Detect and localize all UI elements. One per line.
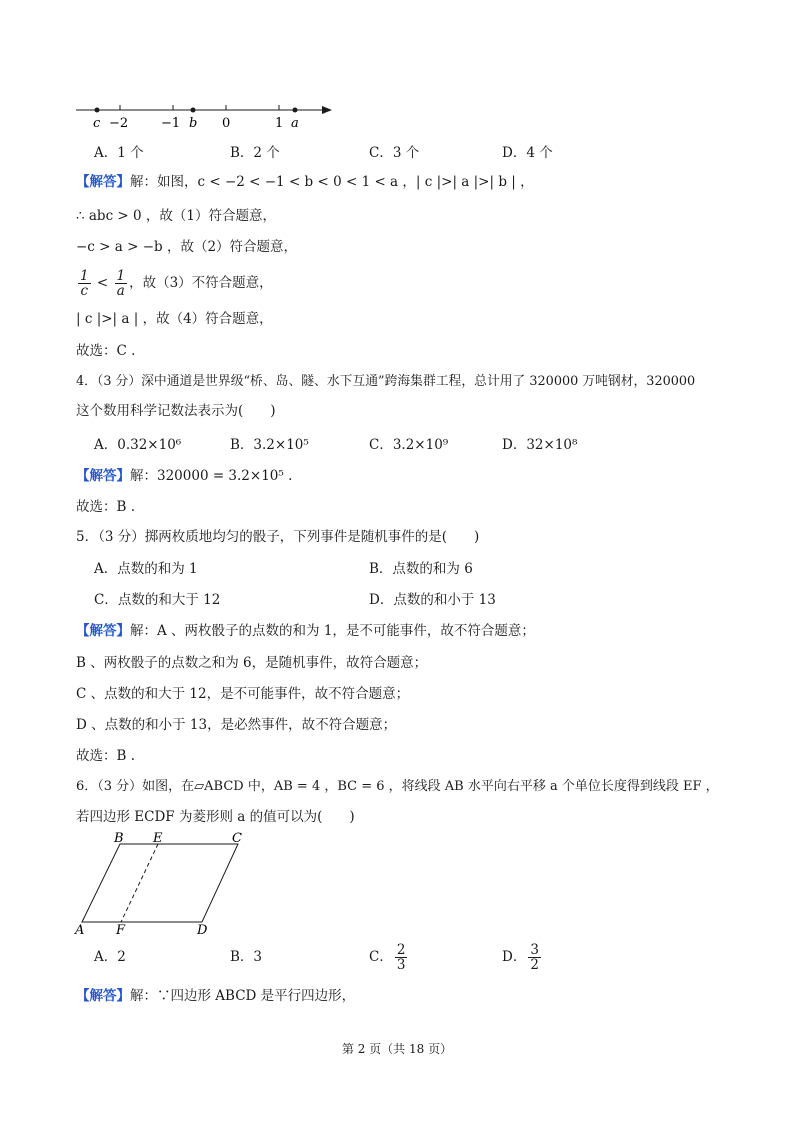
q6-option-c: C． $\frac{2}{3}$ bbox=[369, 942, 406, 973]
parallelogram-figure bbox=[70, 830, 260, 938]
q5-solution-line-4: D 、点数的和小于 13，是必然事件，故不符合题意； bbox=[76, 717, 397, 733]
q4-solution-text: 解：320000 = 3.2×10⁵ . bbox=[130, 468, 293, 484]
answer-tag: 【解答】 bbox=[76, 468, 130, 484]
q3-option-d: D．4 个 bbox=[502, 145, 553, 161]
q3-option-c: C．3 个 bbox=[369, 145, 420, 161]
nl-label-1: 1 bbox=[275, 116, 284, 131]
q6-stem-line-1: 6．（3 分）如图，在▱ABCD 中，AB = 4 ，BC = 6 ，将线段 AB 水平向右平移 a 个单位长度得到线段 EF ， bbox=[76, 779, 719, 794]
q5-solution-text: 解：A 、两枚骰子的点数的和为 1，是不可能事件，故不符合题意； bbox=[130, 623, 535, 639]
q6-option-d: D． $\frac{3}{2}$ bbox=[502, 942, 539, 973]
q5-option-c: C．点数的和大于 12 bbox=[94, 592, 221, 608]
fraction-1-over-c: $\frac{1}{c}$ bbox=[80, 268, 89, 299]
answer-tag: 【解答】 bbox=[76, 623, 130, 639]
nl-label-b: b bbox=[189, 116, 198, 131]
number-line-figure bbox=[70, 98, 340, 132]
q3-option-b: B．2 个 bbox=[230, 145, 280, 161]
nl-label-neg1: −1 bbox=[161, 116, 181, 131]
q5-solution-line-3: C 、点数的和大于 12，是不可能事件，故不符合题意； bbox=[76, 686, 410, 702]
q4-option-a: A．0.32×10⁶ bbox=[94, 437, 182, 453]
q3-solution-choice: 故选：C . bbox=[76, 343, 136, 359]
q4-stem-line-2: 这个数用科学记数法表示为( ) bbox=[76, 403, 276, 419]
q3-solution-line-5: | c |>| a | ，故（4）符合题意， bbox=[76, 311, 273, 327]
fig-label-f: F bbox=[116, 923, 126, 938]
q6-solution-text: 解：∵四边形 ABCD 是平行四边形， bbox=[130, 988, 356, 1004]
fraction-2-over-3: $\frac{2}{3}$ bbox=[396, 942, 406, 973]
q4-option-b: B．3.2×10⁵ bbox=[230, 437, 309, 453]
q3-solution-text: 解：如图，c < −2 < −1 < b < 0 < 1 < a ，| c |>| a |>| b | ， bbox=[130, 174, 534, 190]
fig-label-c: C bbox=[232, 831, 242, 846]
q3-solution-line-1 bbox=[76, 172, 534, 192]
answer-tag: 【解答】 bbox=[76, 174, 130, 190]
q3-solution-line-3: −c > a > −b ，故（2）符合题意， bbox=[76, 239, 298, 255]
q3-solution-line-2: ∴ abc > 0 ，故（1）符合题意， bbox=[76, 208, 276, 224]
q4-option-d: D．32×10⁸ bbox=[502, 437, 578, 453]
nl-label-0: 0 bbox=[222, 116, 231, 131]
q4-solution bbox=[76, 466, 292, 486]
q3-line4-rest: ，故（3）不符合题意， bbox=[129, 275, 273, 291]
q5-option-b: B．点数的和为 6 bbox=[369, 561, 473, 577]
q6-option-b: B．3 bbox=[230, 949, 263, 965]
q6-stem-line-2: 若四边形 ECDF 为菱形则 a 的值可以为( ) bbox=[76, 809, 355, 825]
fraction-3-over-2: $\frac{3}{2}$ bbox=[530, 942, 539, 973]
q6-solution bbox=[76, 986, 355, 1006]
q4-option-c: C．3.2×10⁹ bbox=[369, 437, 449, 453]
q5-option-a: A．点数的和为 1 bbox=[94, 561, 198, 577]
fig-label-a: A bbox=[75, 923, 85, 938]
q5-choice: 故选：B . bbox=[76, 748, 136, 764]
q5-solution-line-1 bbox=[76, 621, 535, 641]
page-footer: 第 2 页（共 18 页） bbox=[341, 1042, 453, 1056]
fig-label-d: D bbox=[197, 923, 208, 938]
q5-stem: 5．（3 分）掷两枚质地均匀的骰子，下列事件是随机事件的是( ) bbox=[76, 529, 480, 545]
q3-option-a: A．1 个 bbox=[94, 145, 144, 161]
q5-solution-line-2: B 、两枚骰子的点数之和为 6，是随机事件，故符合题意； bbox=[76, 655, 428, 671]
fig-label-b: B bbox=[114, 831, 124, 846]
nl-label-a: a bbox=[291, 116, 299, 131]
fig-label-e: E bbox=[153, 831, 163, 846]
q5-option-d: D．点数的和小于 13 bbox=[369, 592, 496, 608]
answer-tag: 【解答】 bbox=[76, 988, 130, 1004]
q3-solution-line-4: $\frac{1}{c}$ < $\frac{1}{a}$ ，故（3）不符合题意， bbox=[80, 268, 273, 299]
q4-stem-line-1: 4．（3 分）深中通道是世界级“桥、岛、隧、水下互通”跨海集群工程，总计用了 320000 万吨钢材，320000 bbox=[76, 374, 696, 389]
fraction-1-over-a: $\frac{1}{a}$ bbox=[116, 268, 126, 299]
nl-label-c: c bbox=[93, 116, 101, 131]
q6-option-a: A．2 bbox=[94, 949, 126, 965]
nl-label-neg2: −2 bbox=[109, 116, 129, 131]
q4-choice: 故选：B . bbox=[76, 499, 136, 515]
